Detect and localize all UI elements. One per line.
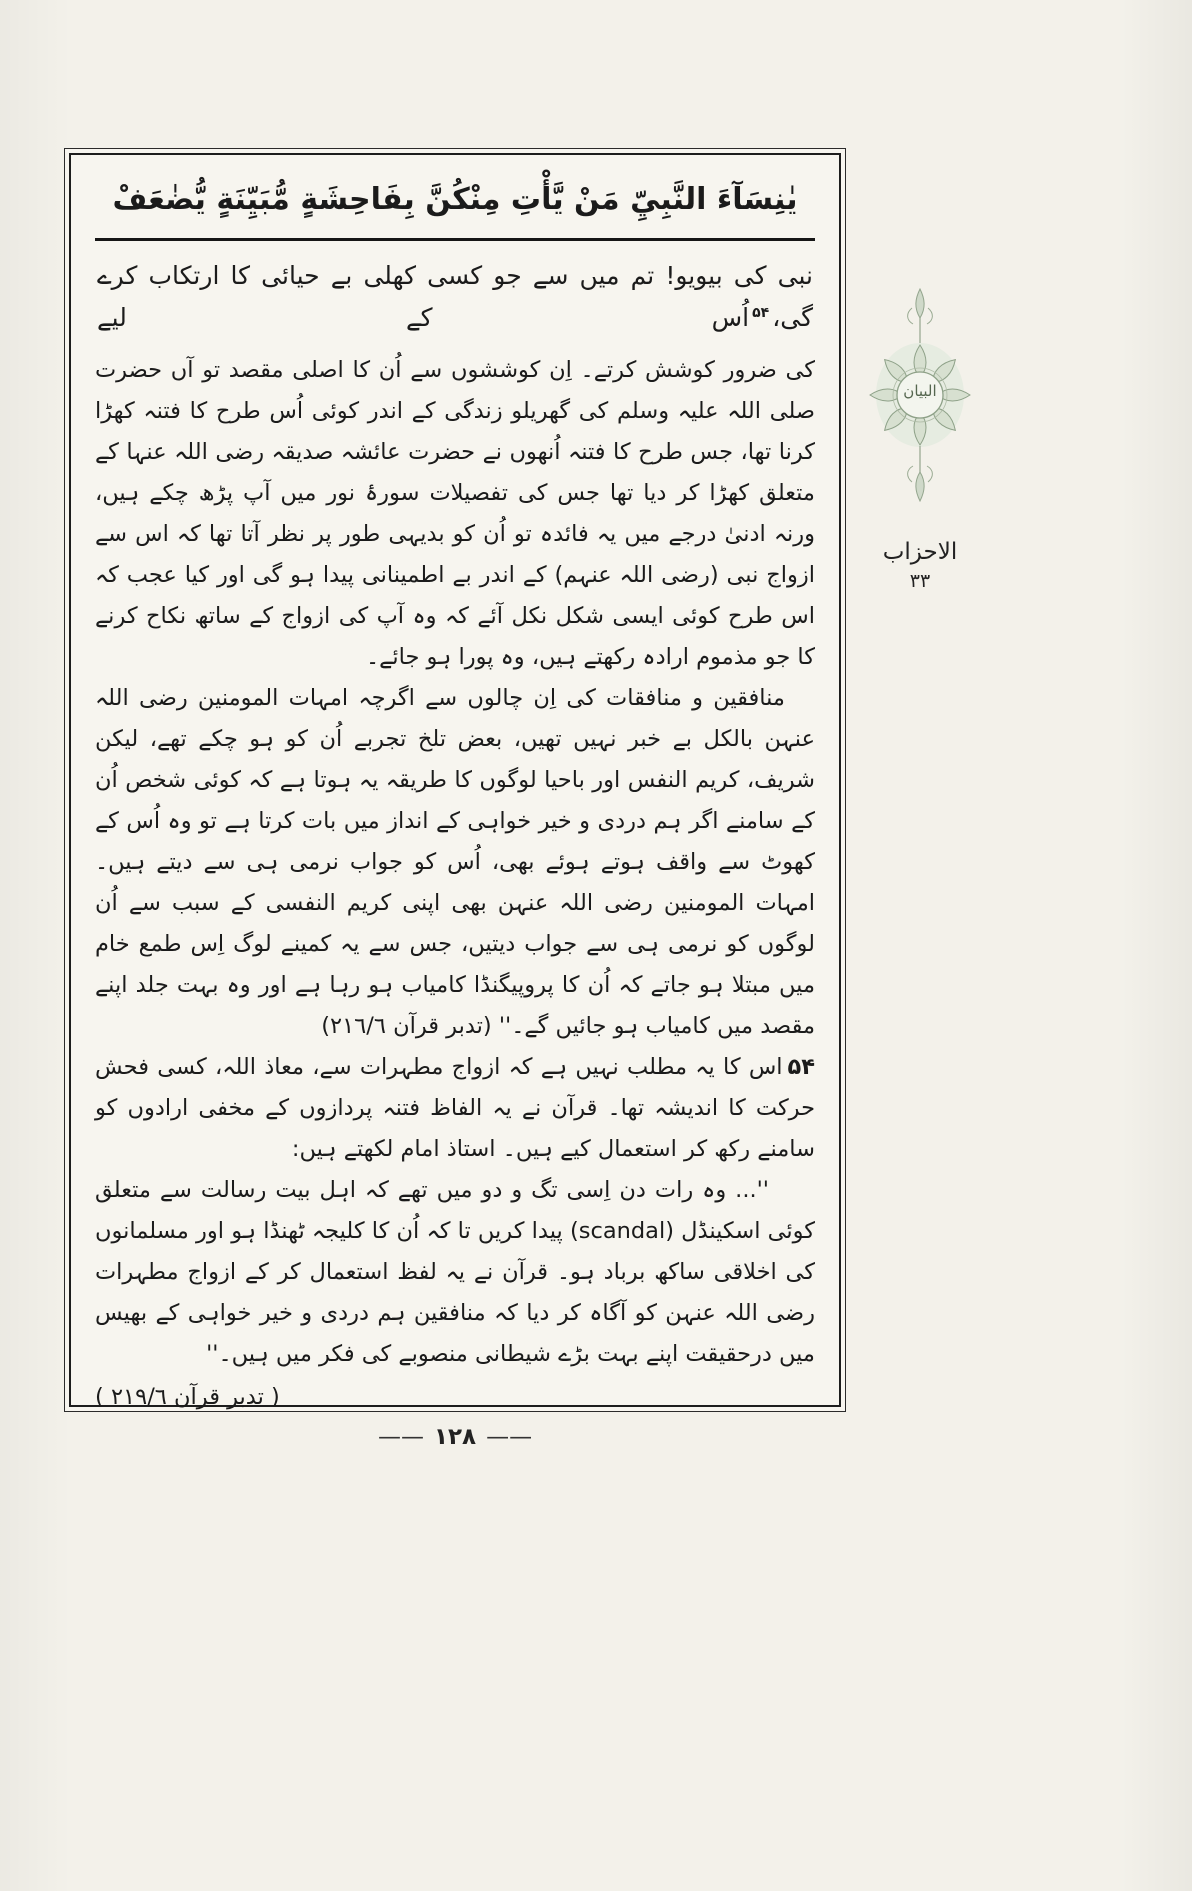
commentary-paragraph: کی ضرور کوشش کرتے۔ اِن کوششوں سے اُن کا اصلی مقصد تو آں حضرت صلی اللہ علیہ وسلم کی گھریلو زندگی کے اندر کوئی اُس طرح کا فتنہ کھڑا کرنا تھا، جس طرح کا فتنہ اُنھوں نے حضرت عائشہ صدیقہ رضی اللہ عنہا کے متعلق کھڑا کر دیا تھا جس کی تفصیلات سورۂ نور میں آپ پڑھ چکے ہیں، ورنہ ادنیٰ درجے میں یہ فائدہ تو اُن کو بدیہی طور پر نظر آتا تھا کہ اس سے ازواج نبی (رضی اللہ عنہم) کے اندر بے اطمینانی پیدا ہو گی اور کیا عجب کہ اس طرح کوئی ایسی شکل نکل آئے کہ وہ آپ کی ازواج کے ساتھ نکاح کرنے کا جو مذموم ارادہ رکھتے ہیں، وہ پورا ہو جائے۔ [95,356,815,670]
surah-marker [866,538,974,594]
page-number-dash-right: —— [486,1424,533,1450]
margin-ornament [866,286,974,504]
footnote-paragraph [95,1047,815,1170]
footnote-number: ۵۴ [787,1053,815,1080]
translation-text-before: نبی کی بیویو! تم میں سے جو کسی کھلی بے حیائی کا ارتکاب کرے گی، [97,260,813,332]
quran-verse-arabic: يٰنِسَآءَ النَّبِيِّ مَنْ يَّأْتِ مِنْكُنَّ بِفَاحِشَةٍ مُّبَيِّنَةٍ يُّضٰعَفْ [95,165,815,241]
page-number [64,1424,846,1450]
verse-translation [95,241,815,350]
page-number-value: ١٢٨ [433,1424,477,1450]
surah-name: الاحزاب [882,539,958,565]
page-number-dash-left: —— [377,1424,424,1450]
quoted-passage: ''... وہ رات دن اِسی تگ و دو میں تھے کہ اہل بیت رسالت سے متعلق کوئی اسکینڈل (scandal) پیدا کریں تا کہ اُن کا کلیجہ ٹھنڈا ہو اور مسلمانوں کی اخلاقی ساکھ برباد ہو۔ قرآن نے یہ لفظ استعمال کر کے ازواج مطہرات رضی اللہ عنہن کو آگاہ کر دیا کہ منافقین ہم دردی و خیر خواہی کے بھیس میں درحقیقت اپنے بہت بڑے شیطانی منصوبے کی فکر میں ہیں۔'' [95,1176,815,1367]
ornament-label: البیان [903,382,937,400]
commentary-paragraph: منافقین و منافقات کی اِن چالوں سے اگرچہ امہات المومنین رضی اللہ عنہن بالکل بے خبر نہیں تھیں، بعض تلخ تجربے اُن کو ہو چکے تھے، لیکن شریف، کریم النفس اور باحیا لوگوں کا طریقہ یہ ہوتا ہے کہ کوئی شخص اُن کے سامنے اگر ہم دردی و خیر خواہی کے انداز میں بات کرتا ہے تو وہ اُس کے کھوٹ سے واقف ہوتے ہوئے بھی، اُس کو جواب نرمی ہی سے دیتے ہیں۔ امہات المومنین رضی اللہ عنہن بھی اپنی کریم النفسی کے سبب سے اُن لوگوں کو نرمی ہی سے جواب دیتیں، جس سے یہ کمینے لوگ اِس طمع خام میں مبتلا ہو جاتے کہ اُن کا پروپیگنڈا کامیاب ہو رہا ہے اور وہ بہت جلد اپنے مقصد میں کامیاب ہو جائیں گے۔'' (تدبر قرآن ٢١٦/٦) [95,684,815,1039]
translation-text-after: اُس کے لیے [97,303,750,332]
footnote-text: اس کا یہ مطلب نہیں ہے کہ ازواج مطہرات سے، معاذ اللہ، کسی فحش حرکت کا اندیشہ تھا۔ قرآن نے یہ الفاظ فتنہ پردازوں کے مخفی ارادوں کو سامنے رکھ کر استعمال کیے ہیں۔ استاذ امام لکھتے ہیں: [95,1053,815,1162]
citation-line: ( تدبر قرآن ٢١٩/٦ ) [95,1383,280,1410]
page-frame [64,148,846,1412]
surah-number: ٣٣ [909,569,931,592]
footnote-marker-sup: ۵۴ [752,304,770,321]
page-frame-inner [69,153,841,1410]
commentary-text [95,350,815,1418]
